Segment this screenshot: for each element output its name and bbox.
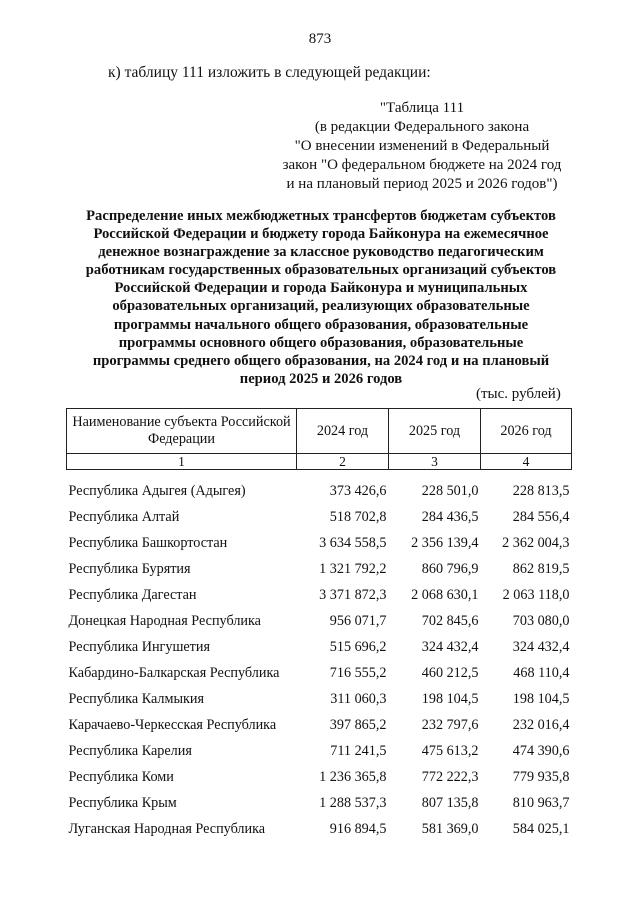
value-2025: 2 068 630,1 xyxy=(411,586,479,603)
value-2026: 703 080,0 xyxy=(512,612,570,629)
table-row xyxy=(67,608,572,634)
value-2026: 198 104,5 xyxy=(512,690,570,707)
column-number: 1 xyxy=(67,454,297,470)
value-2025: 2 356 139,4 xyxy=(411,534,479,551)
value-2024: 956 071,7 xyxy=(329,612,387,629)
value-2026: 779 935,8 xyxy=(512,768,570,785)
table-header-note xyxy=(262,99,582,194)
subject-name: Карачаево-Черкесская Республика xyxy=(68,716,277,733)
table-row xyxy=(67,790,572,816)
transfers-table xyxy=(66,408,572,842)
value-2025: 860 796,9 xyxy=(421,560,479,577)
note-line: и на плановый период 2025 и 2026 годов") xyxy=(286,176,558,192)
value-2026: 468 110,4 xyxy=(513,664,570,681)
header-subject-name: Наименование субъекта Российской Федерации xyxy=(67,409,297,454)
note-line: (в редакции Федерального закона xyxy=(314,119,530,135)
table-row xyxy=(67,530,572,556)
units-label: (тыс. рублей) xyxy=(476,386,561,402)
subject-name: Кабардино-Балкарская Республика xyxy=(68,664,280,681)
table-row xyxy=(67,556,572,582)
table-row xyxy=(67,816,572,842)
table-row xyxy=(67,660,572,686)
subject-name: Республика Башкортостан xyxy=(68,534,228,551)
title-line: Распределение иных межбюджетных трансфертов бюджетам субъектов xyxy=(86,208,556,224)
value-2026: 862 819,5 xyxy=(512,560,570,577)
value-2024: 1 236 365,8 xyxy=(319,768,387,785)
subject-name: Республика Бурятия xyxy=(68,560,191,577)
title-line: период 2025 и 2026 годов xyxy=(239,370,403,387)
value-2024: 373 426,6 xyxy=(329,482,387,499)
title-line: программы среднего общего образования, на 2024 год и на плановый xyxy=(92,352,550,369)
value-2024: 397 865,2 xyxy=(329,716,387,733)
subject-name: Республика Ингушетия xyxy=(68,638,211,655)
document-title xyxy=(66,207,576,388)
note-line: "О внесении изменений в Федеральный xyxy=(294,138,550,154)
subject-name: Донецкая Народная Республика xyxy=(68,612,261,629)
table-row xyxy=(67,738,572,764)
title-line: программы начального общего образования, образовательные xyxy=(113,316,529,333)
value-2024: 3 371 872,3 xyxy=(319,586,387,603)
value-2026: 474 390,6 xyxy=(512,742,570,759)
subject-name: Республика Коми xyxy=(68,768,174,785)
value-2025: 232 797,6 xyxy=(421,716,479,733)
subject-name: Республика Адыгея (Адыгея) xyxy=(68,482,246,499)
value-2025: 284 436,5 xyxy=(421,508,479,525)
title-line: программы основного общего образования, образовательные xyxy=(118,334,524,351)
value-2024: 916 894,5 xyxy=(329,820,387,837)
table-row xyxy=(67,504,572,530)
value-2024: 515 696,2 xyxy=(329,638,387,655)
table-row xyxy=(67,686,572,712)
instruction-text: к) таблицу 111 изложить в следующей редакции: xyxy=(108,64,431,81)
table-row xyxy=(67,634,572,660)
value-2026: 2 063 118,0 xyxy=(502,586,570,603)
title-line: денежное вознаграждение за классное руководство педагогическим xyxy=(98,244,544,261)
value-2025: 228 501,0 xyxy=(421,482,479,499)
title-line: Российской Федерации и бюджету города Байконура на ежемесячное xyxy=(93,226,549,243)
page-number: 873 xyxy=(308,31,332,47)
value-2025: 581 369,0 xyxy=(421,820,479,837)
value-2025: 807 135,8 xyxy=(421,794,479,811)
subject-name: Республика Алтай xyxy=(68,508,180,525)
value-2025: 772 222,3 xyxy=(421,768,479,785)
value-2024: 3 634 558,5 xyxy=(319,534,387,551)
subject-name: Республика Дагестан xyxy=(68,586,197,603)
subject-name: Луганская Народная Республика xyxy=(68,820,266,837)
subject-name: Республика Карелия xyxy=(68,742,192,759)
table-row xyxy=(67,764,572,790)
column-number: 3 xyxy=(389,454,481,470)
value-2024: 311 060,3 xyxy=(330,690,387,707)
value-2024: 1 321 792,2 xyxy=(319,560,387,577)
subject-name: Республика Крым xyxy=(68,794,177,811)
value-2026: 324 432,4 xyxy=(512,638,570,655)
value-2025: 702 845,6 xyxy=(421,612,479,629)
value-2025: 475 613,2 xyxy=(421,742,479,759)
value-2026: 2 362 004,3 xyxy=(502,534,570,551)
note-line: "Таблица 111 xyxy=(379,100,465,116)
value-2024: 518 702,8 xyxy=(329,508,387,525)
value-2025: 198 104,5 xyxy=(421,690,479,707)
value-2026: 228 813,5 xyxy=(512,482,570,499)
header-2024: 2024 год xyxy=(297,409,389,454)
value-2026: 810 963,7 xyxy=(512,794,570,811)
value-2024: 711 241,5 xyxy=(330,742,387,759)
header-2026: 2026 год xyxy=(481,409,572,454)
title-line: работникам государственных образовательных организаций субъектов xyxy=(85,262,557,279)
value-2025: 460 212,5 xyxy=(421,664,479,681)
table-row xyxy=(67,478,572,504)
value-2025: 324 432,4 xyxy=(421,638,479,655)
header-2025: 2025 год xyxy=(389,409,481,454)
value-2024: 1 288 537,3 xyxy=(319,794,387,811)
value-2024: 716 555,2 xyxy=(329,664,387,681)
title-line: образовательных организаций, реализующих образовательные xyxy=(112,298,530,315)
value-2026: 232 016,4 xyxy=(512,716,570,733)
value-2026: 584 025,1 xyxy=(512,820,570,837)
column-number: 2 xyxy=(297,454,389,470)
note-line: закон "О федеральном бюджете на 2024 год xyxy=(282,157,562,173)
table-row xyxy=(67,712,572,738)
subject-name: Республика Калмыкия xyxy=(68,690,205,707)
value-2026: 284 556,4 xyxy=(512,508,570,525)
column-number: 4 xyxy=(481,454,572,470)
title-line: Российской Федерации и города Байконура и муниципальных xyxy=(114,280,528,297)
table-row xyxy=(67,582,572,608)
